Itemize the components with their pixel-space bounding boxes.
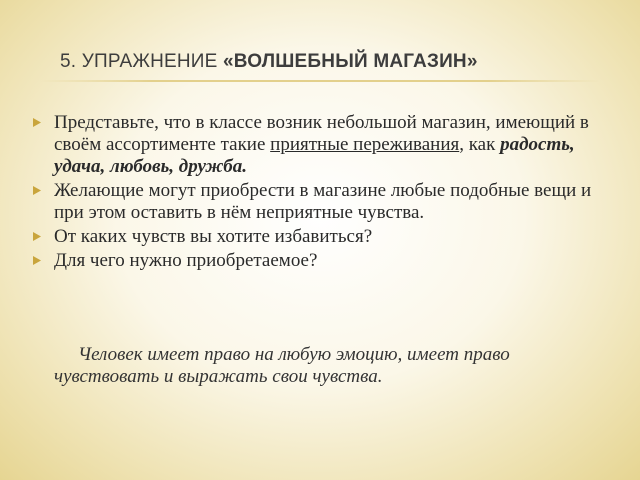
bullet-1-text: Представьте, что в классе возник небольшой магазин, имеющий в своём ассортименте такие [54,112,589,155]
closing-quote: Человек имеет право на любую эмоцию, имеет право чувствовать и выражать свои чувства. [54,344,510,387]
bullet-4-text: Для чего нужно приобретаемое? [54,250,318,271]
bullet-arrow-icon [33,118,41,127]
bullet-arrow-icon [33,256,41,265]
bullet-3-text: От каких чувств вы хотите избавиться? [54,226,373,247]
bullet-1-emphasis: радость, удача, любовь, дружба. [54,134,575,177]
bullet-arrow-icon [33,186,41,195]
bullet-list [30,112,620,274]
bullet-arrow-icon [33,232,41,241]
bullet-item-1 [30,112,620,178]
bullet-item-2 [30,180,620,224]
bullet-item-3 [30,226,620,248]
title-prefix: 5. УПРАЖНЕНИЕ [60,51,223,72]
bullet-item-4 [30,250,620,272]
bullet-2-text: Желающие могут приобрести в магазине любые подобные вещи и при этом оставить в нём неприятные чувства. [54,180,592,223]
bullet-1-middle: , как [459,134,501,155]
title-emphasis: «ВОЛШЕБНЫЙ МАГАЗИН» [223,51,478,72]
slide-title [60,51,478,73]
bullet-1-underlined: приятные переживания [270,134,460,155]
title-divider [40,80,600,82]
